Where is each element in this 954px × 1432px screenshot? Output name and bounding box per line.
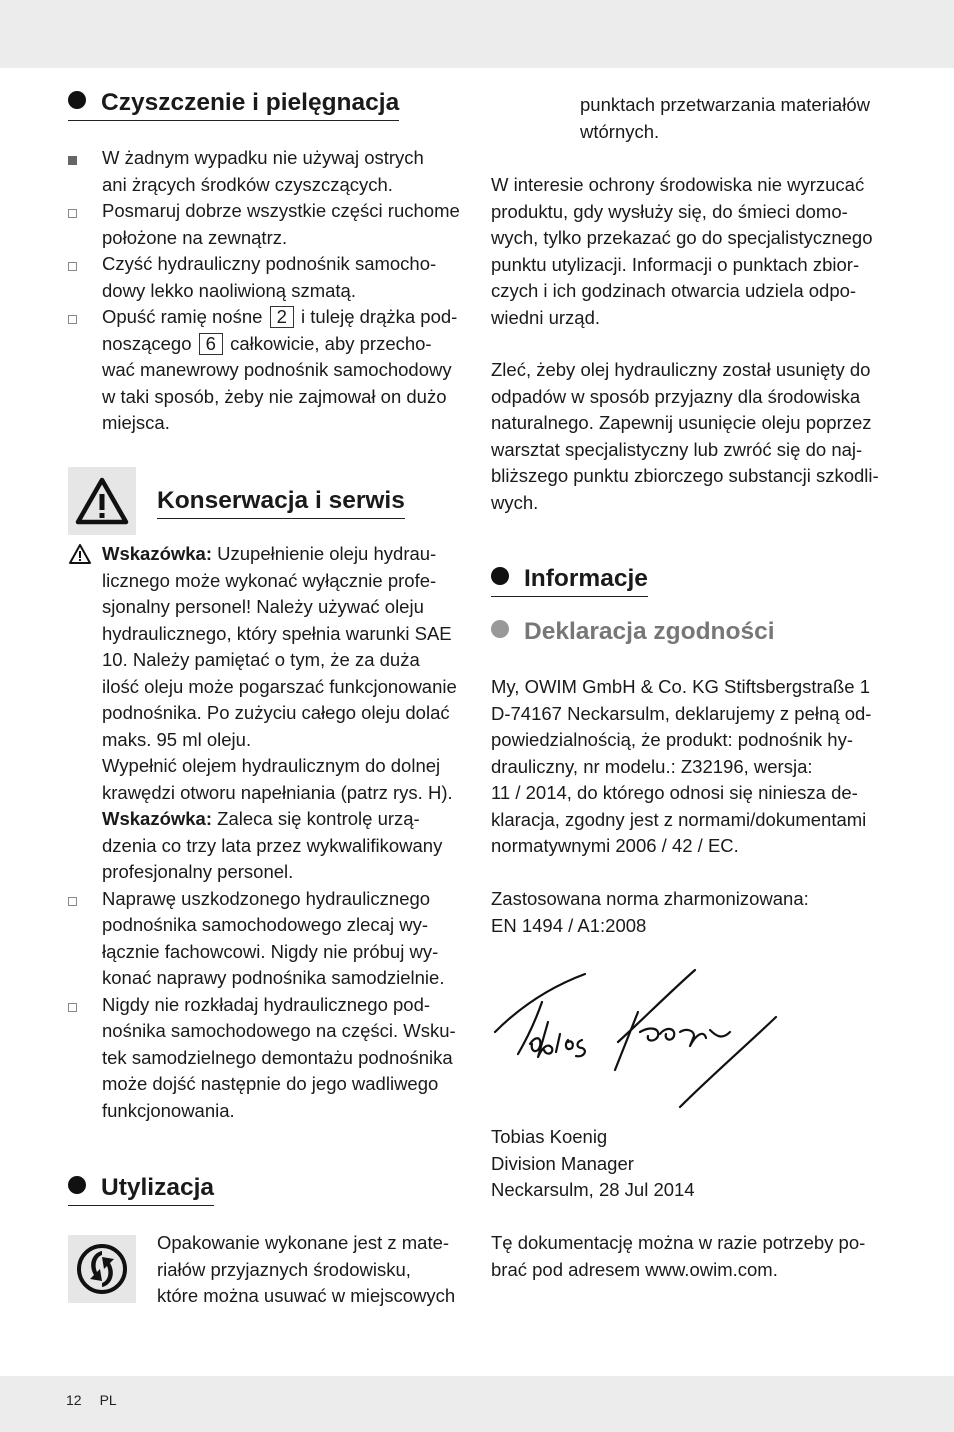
- square-bullet-icon: [68, 156, 77, 165]
- heading-disposal: Utylizacja: [68, 1173, 214, 1206]
- list-item: Opuść ramię nośne 2 i tuleję drążka pod- noszącego 6 całkowicie, aby przecho- wać manewrowy podnośnik samochodowy w taki sposób, żeby nie zajmował on dużo miejsca.: [68, 304, 468, 437]
- note-block: Wskazówka: Uzupełnienie oleju hydrau- licznego może wykonać wyłącznie profe- sjonalny personel! Należy używać oleju hydraulicznego, który spełnia warunki SAE 10. Należy pamiętać o tym, że za duża ilość oleju może pogarszać funkcjonowanie podnośnika. Po zużyciu całego oleju dolać maks. 95 ml oleju. Wypełnić olejem hydraulicznym do dolnej krawędzi otworu napełniania (patrz rys. H). Wskazówka: Zaleca się kontrolę urzą- dzenia co trzy lata przez wykwalifikowany profesjonalny personel.: [68, 541, 468, 886]
- disposal-heading-wrap: [68, 1173, 214, 1206]
- square-bullet-icon: [68, 262, 77, 271]
- warning-triangle-icon: [68, 467, 136, 535]
- bottom-band: [0, 1376, 954, 1432]
- info-heading-wrap: [491, 564, 648, 597]
- bullet-dot-icon: [68, 1176, 86, 1194]
- page-number: 12: [66, 1392, 82, 1408]
- list-item: Posmaruj dobrze wszystkie części ruchome położone na zewnątrz.: [68, 198, 468, 251]
- declaration-heading-wrap: [491, 617, 775, 649]
- language-code: PL: [99, 1392, 117, 1408]
- signatory: Tobias Koenig Division Manager Neckarsulm, 28 Jul 2014: [491, 1126, 695, 1200]
- declaration-text: My, OWIM GmbH & Co. KG Stiftsbergstraße 1 D-74167 Neckarsulm, deklarujemy z pełną od- powiedzialnością, że produkt: podnośnik hy- drauliczny, nr modelu.: Z32196, wersja: 11 / 2014, do którego odnosi się niniesza de- klaracja, zgodny jest z normami/dokumentami normatywnymi 2006 / 42 / EC.: [491, 676, 872, 856]
- page-footer: [66, 1392, 135, 1408]
- maintenance-heading-wrap: [157, 486, 405, 519]
- warning-triangle-icon: [68, 543, 92, 565]
- norm-text: Zastosowana norma zharmonizowana: EN 1494 / A1:2008: [491, 888, 809, 936]
- cleaning-list: [68, 145, 468, 437]
- bullet-dot-icon: [491, 620, 509, 638]
- list-item: W żadnym wypadku nie używaj ostrych ani żrących środków czyszczących.: [68, 145, 468, 198]
- square-bullet-icon: [68, 1003, 77, 1012]
- green-dot-recycling-icon: [68, 1235, 136, 1303]
- list-item: Naprawę uszkodzonego hydraulicznego podnośnika samochodowego zlecaj wy- łącznie fachowcowi. Nigdy nie próbuj wy- konać naprawy podnośnika samodzielnie.: [68, 886, 468, 992]
- square-bullet-icon: [68, 897, 77, 906]
- heading-declaration: Deklaracja zgodności: [491, 617, 775, 649]
- signature-image: [490, 962, 790, 1112]
- heading-information: Informacje: [491, 564, 648, 597]
- bullet-dot-icon: [68, 91, 86, 109]
- maintenance-content: [68, 541, 468, 1124]
- oil-paragraph: Zleć, żeby olej hydrauliczny został usunięty do odpadów w sposób przyjazny dla środowiska naturalnego. Zapewnij usunięcie oleju poprzez warsztat specjalistyczny lub zwróć się do naj- bliższego punktu zbiorczego substancji szkodli- wych.: [491, 359, 879, 513]
- reference-number: 6: [199, 333, 223, 355]
- warning-icon-box: [68, 467, 136, 535]
- left-column: [68, 88, 468, 121]
- list-item: Nigdy nie rozkładaj hydraulicznego pod- nośnika samochodowego na części. Wsku- tek samodzielnego demontażu podnośnika może dojść następnie do jego wadliwego funkcjonowania.: [68, 992, 468, 1125]
- bullet-dot-icon: [491, 567, 509, 585]
- top-band: [0, 0, 954, 68]
- recycling-icon-box: [68, 1235, 136, 1303]
- heading-cleaning: Czyszczenie i pielęgnacja: [68, 88, 399, 121]
- disposal-text: Opakowanie wykonane jest z mate- riałów przyjaznych środowisku, które można usuwać w miejscowych: [157, 1232, 456, 1306]
- list-item: Czyść hydrauliczny podnośnik samocho- dowy lekko naoliwioną szmatą.: [68, 251, 468, 304]
- disposal-continued: punktach przetwarzania materiałów wtórnych.: [580, 94, 870, 142]
- heading-maintenance: Konserwacja i serwis: [157, 486, 405, 519]
- environment-paragraph: W interesie ochrony środowiska nie wyrzucać produktu, gdy wysłuży się, do śmieci domo- wych, tylko przekazać go do specjalistycznego punktu utylizacji. Informacji o punktach zbior- czych i ich godzinach otwarcia udziela odpo- wiedni urząd.: [491, 174, 873, 328]
- download-text: Tę dokumentację można w razie potrzeby po- brać pod adresem www.owim.com.: [491, 1232, 866, 1280]
- reference-number: 2: [270, 306, 294, 328]
- square-bullet-icon: [68, 209, 77, 218]
- square-bullet-icon: [68, 315, 77, 324]
